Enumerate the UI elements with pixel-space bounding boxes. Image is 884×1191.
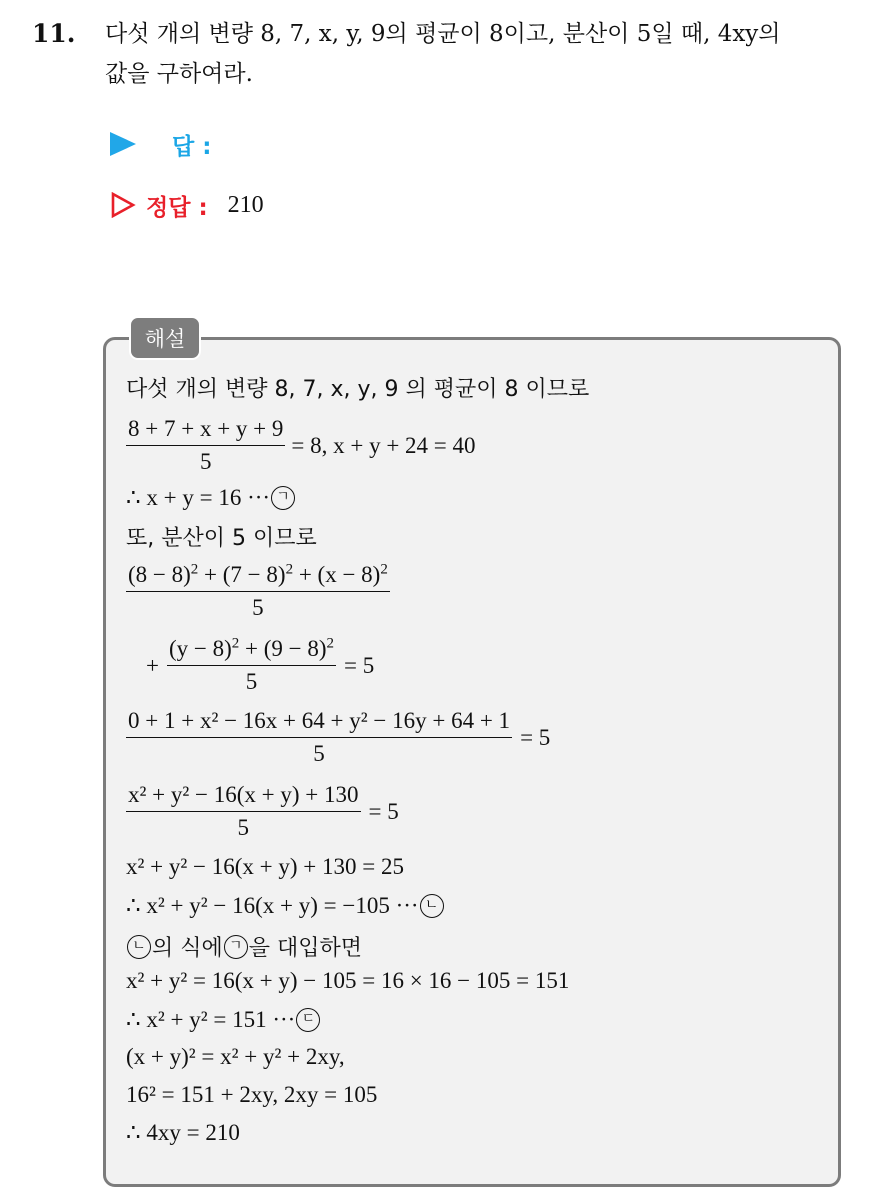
solution-line — [126, 562, 390, 621]
filled-triangle-icon — [110, 132, 136, 156]
circled-label: ㄱ — [224, 935, 248, 959]
circled-label: ㄷ — [296, 1008, 320, 1032]
solution-line: (x + y)² = x² + y² + 2xy, — [126, 1044, 345, 1069]
circled-label: ㄴ — [420, 894, 444, 918]
correct-answer-row — [110, 185, 264, 225]
solution-line — [146, 636, 374, 695]
problem-text-line1: 다섯 개의 변량 8, 7, x, y, 9의 평균이 8이고, 분산이 5일 때, 4xy의 — [105, 21, 781, 47]
fraction — [126, 708, 512, 767]
problem — [32, 14, 872, 94]
solution-line: x² + y² = 16(x + y) − 105 = 16 × 16 − 105 = 151 — [126, 968, 570, 993]
denominator: 5 — [199, 449, 212, 474]
numerator: 8 + 7 + x + y + 9 — [126, 416, 285, 446]
solution-line: 다섯 개의 변량 8, 7, x, y, 9 의 평균이 8 이므로 — [126, 377, 590, 402]
solution-line — [126, 485, 296, 511]
numerator: x² + y² − 16(x + y) + 130 — [126, 782, 361, 812]
correct-answer-label: 정답 : — [146, 194, 208, 221]
problem-text-line2: 값을 구하여라. — [105, 61, 253, 87]
solution-line — [126, 416, 476, 475]
circled-label: ㄴ — [127, 935, 151, 959]
solution-line — [126, 893, 445, 919]
outline-triangle-icon — [110, 192, 136, 218]
fraction — [126, 416, 285, 475]
denominator: 5 — [237, 815, 249, 840]
denominator: 5 — [252, 595, 264, 620]
answer-row — [110, 124, 211, 164]
equation: ∴ x² + y² − 16(x + y) = −105 ··· — [126, 893, 419, 918]
equation: ∴ x + y = 16 ··· — [126, 485, 271, 510]
equation-rest: = 8, x + y + 24 = 40 — [291, 432, 476, 458]
denominator: 5 — [245, 669, 258, 694]
fraction — [126, 562, 390, 621]
problem-number: 11. — [32, 19, 76, 48]
denominator: 5 — [313, 741, 325, 766]
text: 을 대입하면 — [248, 936, 363, 961]
answer-label: 답 : — [172, 133, 212, 160]
fraction — [167, 636, 336, 695]
solution-line: ∴ 4xy = 210 — [126, 1120, 240, 1145]
plus-sign: + — [146, 652, 159, 678]
solution-line: 16² = 151 + 2xy, 2xy = 105 — [126, 1082, 378, 1107]
text: 의 식에 — [152, 936, 223, 961]
numerator: 0 + 1 + x² − 16x + 64 + y² − 16y + 64 + 1 — [126, 708, 512, 738]
numerator: $(y - 8)^2 + (9 - 8)^2$ — [167, 636, 336, 666]
correct-answer-value: 210 — [227, 191, 264, 218]
solution-line: x² + y² − 16(x + y) + 130 = 25 — [126, 854, 404, 879]
circled-label: ㄱ — [271, 486, 295, 510]
solution-line — [126, 1007, 321, 1033]
equation-rest: = 5 — [344, 652, 375, 678]
solution-line — [126, 708, 550, 767]
solution-tag: 해설 — [129, 316, 201, 360]
numerator: $(8 - 8)^2 + (7 - 8)^2 + (x - 8)^2$ — [126, 562, 390, 592]
equation: ∴ x² + y² = 151 ··· — [126, 1007, 296, 1032]
equation-rest: = 5 — [368, 798, 399, 824]
solution-line — [126, 931, 362, 962]
solution-line: 또, 분산이 5 이므로 — [126, 526, 317, 551]
equation-rest: = 5 — [520, 724, 551, 750]
fraction — [126, 782, 361, 841]
solution-line — [126, 782, 399, 841]
